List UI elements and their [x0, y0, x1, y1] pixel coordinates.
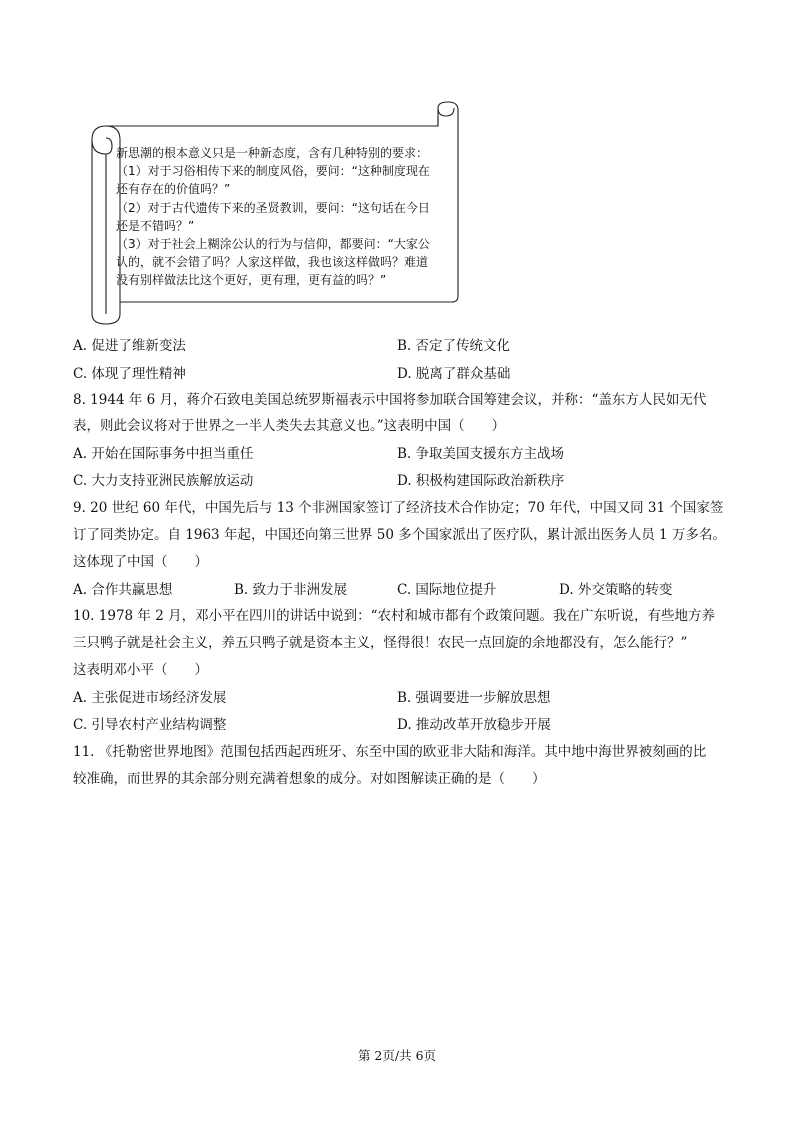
scroll-quote-box: [86, 100, 461, 325]
q8-stem-line: 8. 1944 年 6 月，蒋介石致电美国总统罗斯福表示中国将参加联合国筹建会议，并称：“盖东方人民如无代: [73, 392, 707, 408]
q10-stem-line: 三只鸭子就是社会主义，养五只鸭子就是资本主义，怪得很！农民一点回旋的余地都没有，怎么能行？”: [73, 635, 688, 651]
q8-option-d: D. 积极构建国际政治新秩序: [397, 473, 565, 489]
q10-stem-line: 这表明邓小平（ ）: [73, 662, 208, 678]
q9-option-a: A. 合作共赢思想: [73, 582, 173, 598]
q7-option-b: B. 否定了传统文化: [397, 338, 511, 354]
q9-option-c: C. 国际地位提升: [397, 582, 497, 598]
q10-option-a: A. 主张促进市场经济发展: [73, 690, 227, 706]
page-number: 第 2页/共 6页: [357, 1048, 437, 1063]
q9-stem-line: 9. 20 世纪 60 年代，中国先后与 13 个非洲国家签订了经济技术合作协定；70 年代，中国又同 31 个国家签: [73, 500, 724, 516]
q11-stem-line: 11. 《托勒密世界地图》范围包括西起西班牙、东至中国的欧亚非大陆和海洋。其中地中海世界被刻画的比: [73, 744, 707, 760]
scroll-line: 还是不错吗？”: [116, 218, 195, 233]
q11-stem-line: 较准确，而世界的其余部分则充满着想象的成分。对如图解读正确的是（ ）: [73, 771, 546, 787]
scroll-line: （2）对于古代遗传下来的圣贤教训，要问：“这句话在今日: [116, 200, 430, 215]
scroll-line: 认的，就不会错了吗？人家这样做，我也该这样做吗？难道: [116, 255, 429, 270]
q7-option-d: D. 脱离了群众基础: [397, 366, 511, 382]
scroll-line: （3）对于社会上糊涂公认的行为与信仰，都要问：“大家公: [116, 237, 430, 252]
scroll-line: （1）对于习俗相传下来的制度风俗，要问：“这种制度现在: [116, 164, 430, 179]
q9-stem-line: 订了同类协定。自 1963 年起，中国还向第三世界 50 多个国家派出了医疗队，累计派出医务人员 1 万多名。: [73, 527, 726, 543]
q9-stem-line: 这体现了中国（ ）: [73, 554, 208, 570]
q10-option-d: D. 推动改革开放稳步开展: [397, 717, 551, 733]
q10-stem-line: 10. 1978 年 2 月，邓小平在四川的讲话中说到：“农村和城市都有个政策问题。我在广东听说，有些地方养: [73, 608, 715, 624]
q9-option-d: D. 外交策略的转变: [559, 582, 673, 598]
scroll-passage: [116, 144, 444, 290]
scroll-line: 没有别样做法比这个更好，更有理，更有益的吗？”: [116, 273, 387, 288]
q8-stem-line: 表，则此会议将对于世界之一半人类失去其意义也。”这表明中国（ ）: [73, 418, 506, 434]
scroll-line: 新思潮的根本意义只是一种新态度，含有几种特别的要求：: [116, 146, 429, 160]
q10-option-b: B. 强调要进一步解放思想: [397, 690, 551, 706]
q7-option-c: C. 体现了理性精神: [73, 366, 186, 382]
q8-option-b: B. 争取美国支援东方主战场: [397, 446, 565, 462]
q7-option-a: A. 促进了维新变法: [73, 338, 186, 354]
q10-option-c: C. 引导农村产业结构调整: [73, 717, 227, 733]
q9-option-b: B. 致力于非洲发展: [234, 582, 348, 598]
q8-option-a: A. 开始在国际事务中担当重任: [73, 446, 254, 462]
scroll-line: 还有存在的价值吗？”: [116, 182, 231, 197]
q8-option-c: C. 大力支持亚洲民族解放运动: [73, 473, 254, 489]
